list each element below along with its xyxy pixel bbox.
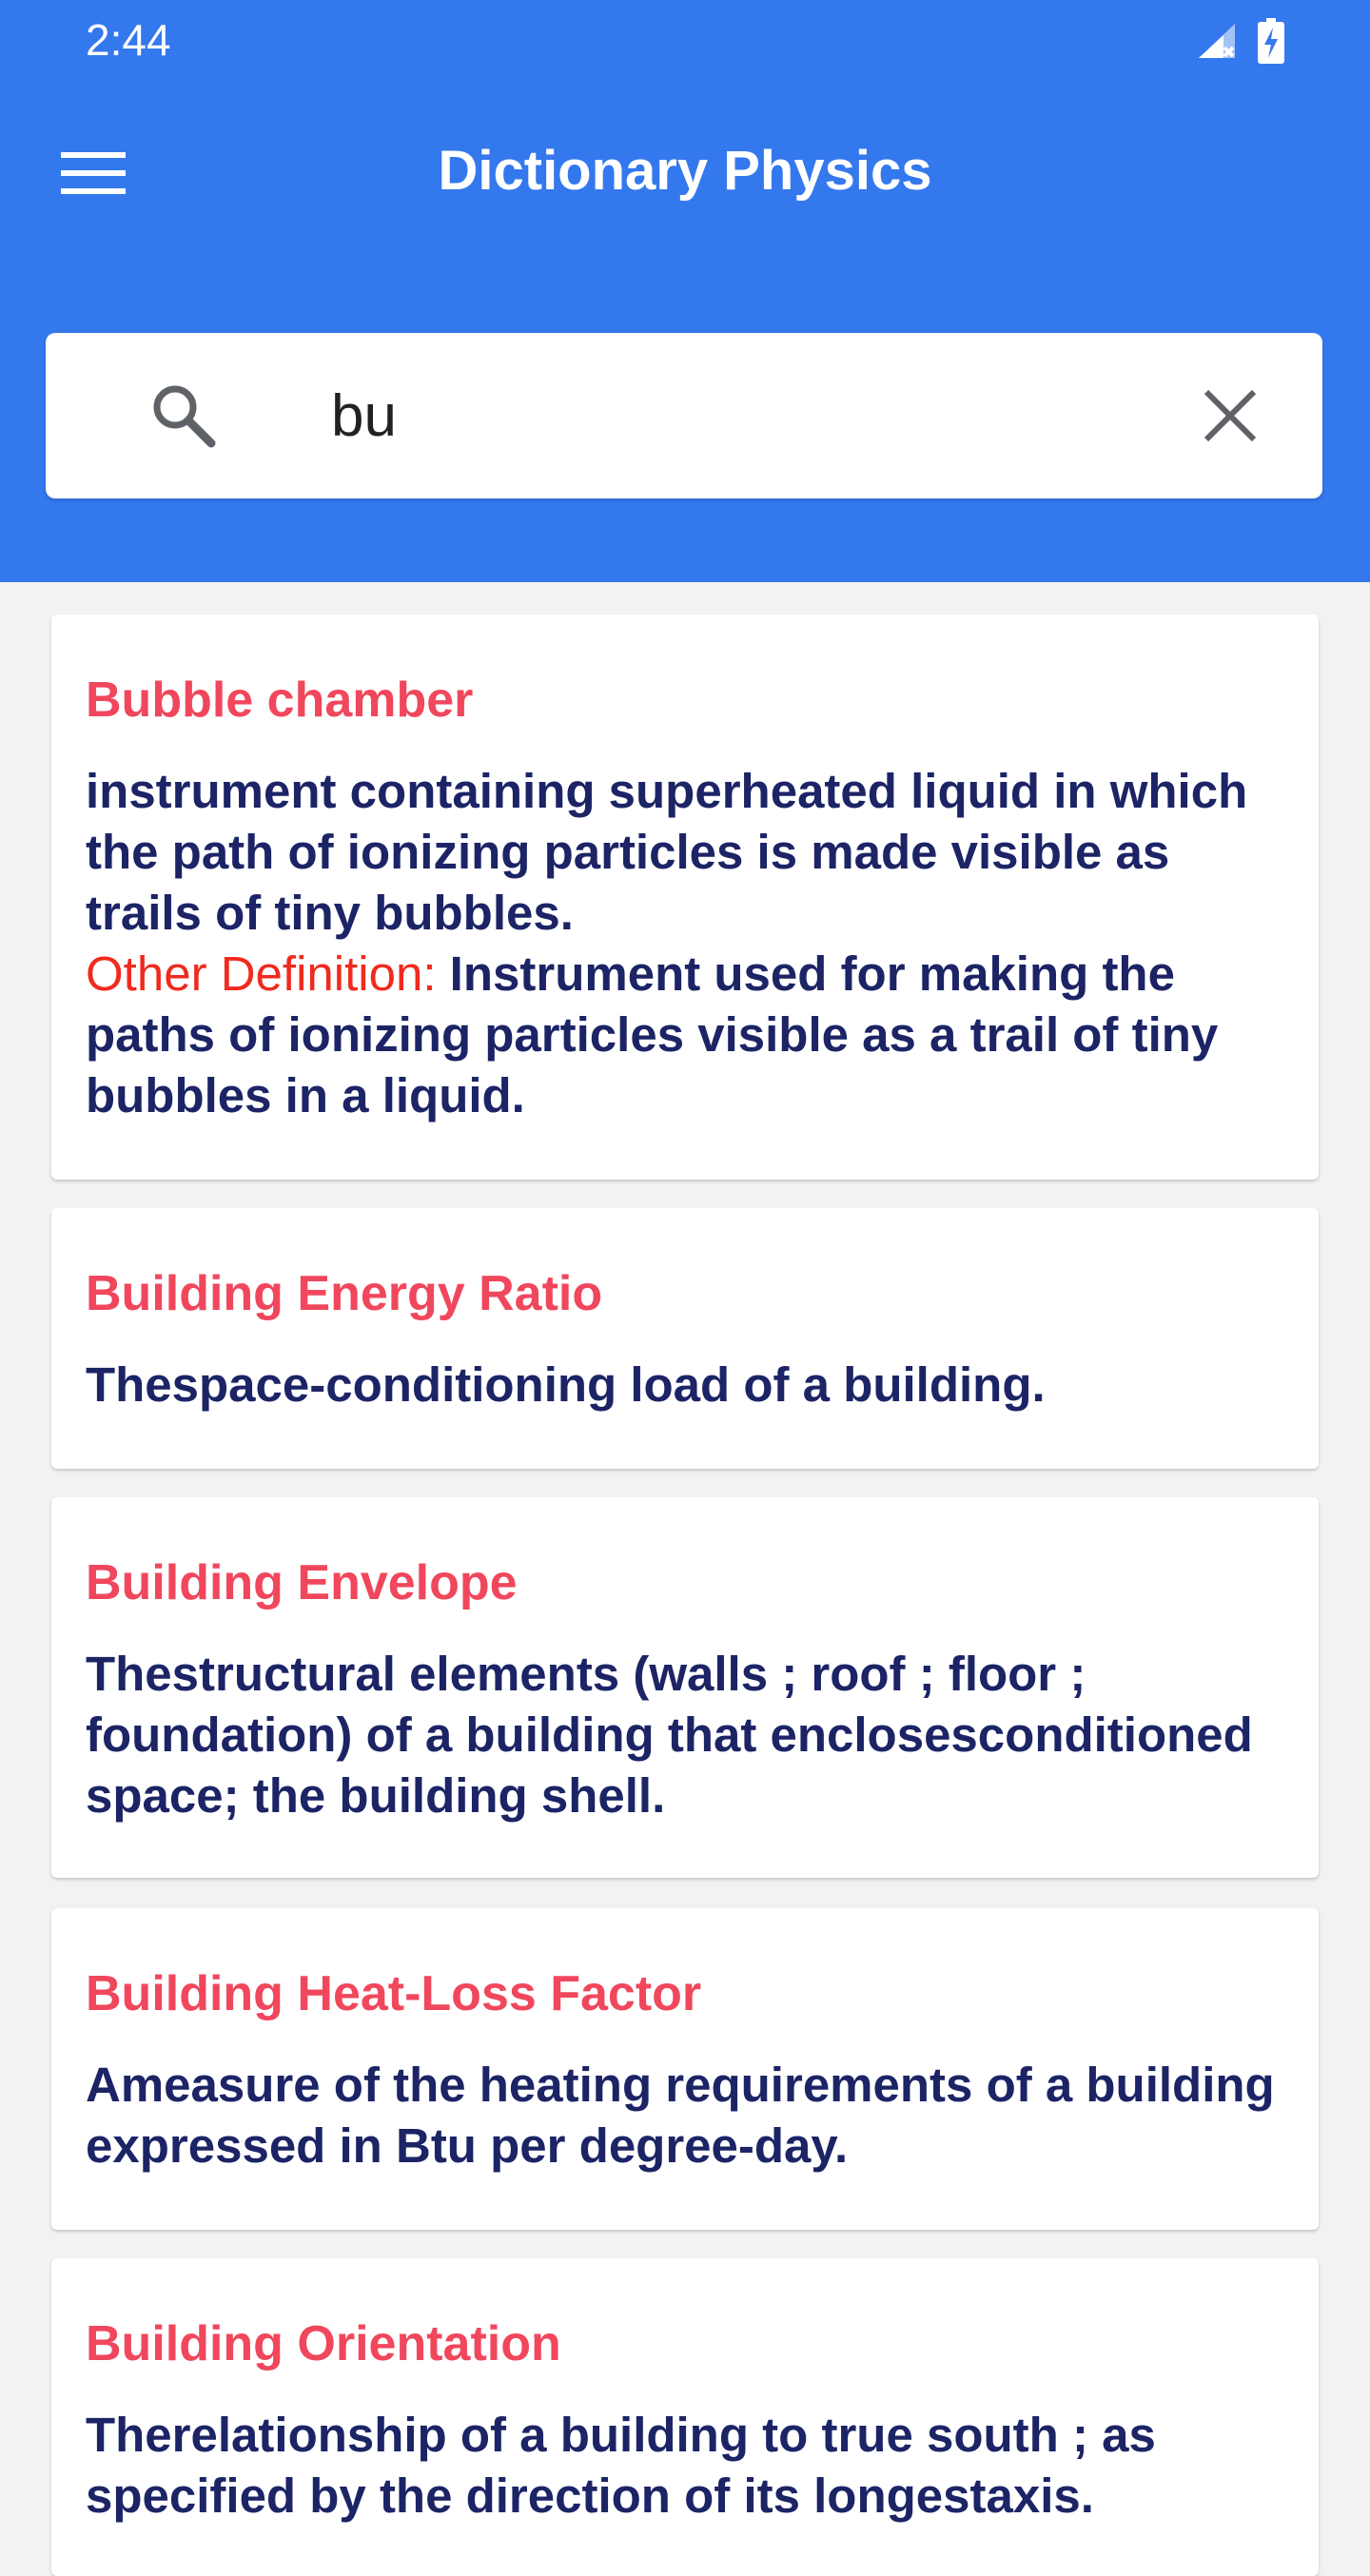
result-definition: Thestructural elements (walls ; roof ; floor ; foundation) of a building that enclosesconditioned space; the building shell. xyxy=(86,1647,1253,1823)
result-term: Bubble chamber xyxy=(86,673,474,728)
other-definition-label: Other Definition: xyxy=(86,946,437,1001)
result-definition: Thespace-conditioning load of a building. xyxy=(86,1357,1046,1412)
result-definition xyxy=(86,761,1284,1126)
result-term: Building Energy Ratio xyxy=(86,1266,603,1321)
result-term: Building Heat-Loss Factor xyxy=(86,1966,702,2021)
close-icon[interactable] xyxy=(1201,386,1260,445)
status-icons xyxy=(1195,17,1284,65)
result-card[interactable] xyxy=(51,1908,1319,2230)
search-icon xyxy=(148,381,221,453)
result-card[interactable] xyxy=(51,2258,1319,2576)
other-definition-text: Instrument used for making the paths of ionizing particles visible as a trail of tiny bubbles in a liquid. xyxy=(86,946,1219,1122)
definition-text: instrument containing superheated liquid in which the path of ionizing particles is made visible as trails of tiny bubbles. xyxy=(86,764,1248,940)
result-term: Building Orientation xyxy=(86,2316,561,2371)
battery-charging-icon xyxy=(1258,18,1284,64)
app-bar xyxy=(0,114,1370,228)
signal-no-service-icon xyxy=(1195,22,1237,60)
status-bar xyxy=(0,0,1370,80)
result-definition: Therelationship of a building to true south ; as specified by the direction of its longestaxis. xyxy=(86,2408,1156,2523)
result-card[interactable] xyxy=(51,1497,1319,1878)
status-time: 2:44 xyxy=(86,15,171,65)
result-term: Building Envelope xyxy=(86,1555,518,1610)
app-title: Dictionary Physics xyxy=(438,140,932,202)
result-definition: Ameasure of the heating requirements of a building expressed in Btu per degree-day. xyxy=(86,2058,1275,2173)
search-input[interactable] xyxy=(331,373,1187,459)
search-bar xyxy=(46,333,1322,498)
result-card[interactable] xyxy=(51,1208,1319,1469)
result-card[interactable] xyxy=(51,615,1319,1180)
header-background xyxy=(0,0,1370,582)
